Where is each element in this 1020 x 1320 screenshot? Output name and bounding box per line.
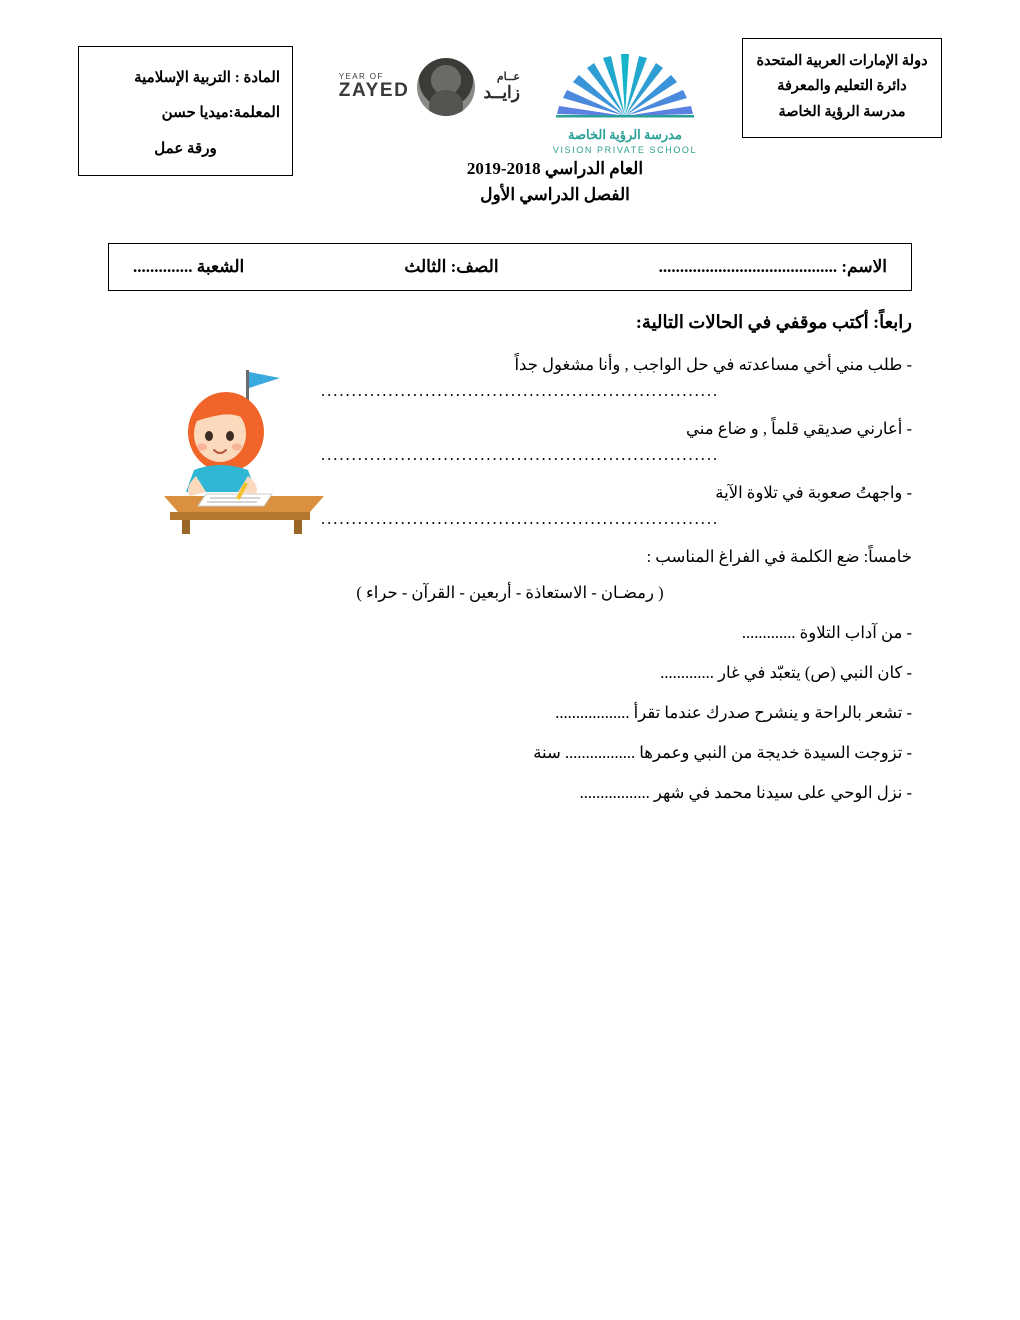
- worksheet-content: [108, 312, 912, 823]
- vision-logo-english: VISION PRIVATE SCHOOL: [552, 145, 698, 155]
- vision-burst-icon: [530, 44, 720, 122]
- question-five-title: خامساً: ضع الكلمة في الفراغ المناسب :: [646, 547, 912, 566]
- situation-item: - أعارني صديقي قلماً , و ضاع مني: [686, 419, 912, 438]
- question-four-title: رابعاً: أكتب موقفي في الحالات التالية:: [635, 312, 912, 332]
- answer-line[interactable]: .................................................................: [320, 381, 720, 400]
- student-info-row: [108, 243, 912, 291]
- school-country: دولة الإمارات العربية المتحدة: [756, 53, 928, 69]
- section-label: الشعبة: [196, 257, 245, 276]
- girl-writing-icon: [148, 362, 358, 537]
- fill-blank-item[interactable]: - كان النبي (ص) يتعبّد في غار .............: [660, 663, 912, 682]
- situation-item: - واجهتُ صعوبة في تلاوة الآية: [715, 483, 912, 502]
- class-label: الصف: الثالث: [404, 257, 499, 276]
- student-name-dots: ..........................................: [658, 257, 838, 276]
- answer-line[interactable]: .................................................................: [320, 445, 720, 464]
- fill-blank-item[interactable]: - تزوجت السيدة خديجة من النبي وعمرها ................. سنة: [533, 743, 912, 762]
- zayed-english-text: [339, 73, 410, 101]
- school-authority: دائرة التعليم والمعرفة: [777, 78, 907, 95]
- fill-blank-item[interactable]: - من آداب التلاوة .............: [741, 623, 912, 642]
- zayed-name-label: ZAYED: [338, 80, 410, 102]
- zayed-arabic-main: زايــد: [483, 82, 520, 102]
- worksheet-label: ورقة عمل: [154, 140, 217, 157]
- vision-logo-arabic: مدرسة الرؤية الخاصة: [568, 127, 682, 142]
- fill-blank-item[interactable]: - نزل الوحي على سيدنا محمد في شهر .................: [579, 783, 912, 802]
- word-bank: ( رمضـان - الاستعاذة - أربعين - القرآن - حراء ): [356, 583, 664, 602]
- section-dots: ..............: [133, 257, 193, 276]
- year-of-zayed-logo: [305, 48, 520, 126]
- situation-item: - طلب مني أخي مساعدته في حل الواجب , وأنا مشغول جداً: [514, 355, 912, 374]
- section-field[interactable]: [133, 257, 244, 277]
- student-name-label: الاسم:: [841, 257, 887, 276]
- zayed-portrait-icon: [417, 58, 475, 116]
- subject-label: المادة : التربية الإسلامية: [134, 70, 280, 86]
- vision-school-logo: [530, 44, 720, 154]
- student-name-field[interactable]: [659, 257, 887, 277]
- zayed-arabic-text: [483, 72, 520, 103]
- subject-info-box: [78, 46, 293, 176]
- teacher-label: المعلمة:ميديا حسن: [161, 105, 280, 122]
- answer-line[interactable]: .................................................................: [320, 509, 720, 528]
- school-name: مدرسة الرؤية الخاصة: [778, 103, 906, 120]
- school-info-box: [742, 38, 942, 138]
- semester: الفصل الدراسي الأول: [480, 185, 630, 205]
- girl-writing-illustration: [148, 362, 358, 537]
- academic-year: العام الدراسي 2018-2019: [466, 159, 644, 178]
- zayed-year-of-label: YEAR OF: [338, 71, 384, 81]
- zayed-arabic-small: عــام: [496, 70, 520, 83]
- fill-blank-item[interactable]: - تشعر بالراحة و ينشرح صدرك عندما تقرأ ..................: [555, 703, 912, 722]
- academic-year-block: [390, 156, 720, 209]
- document-header: [0, 38, 1020, 205]
